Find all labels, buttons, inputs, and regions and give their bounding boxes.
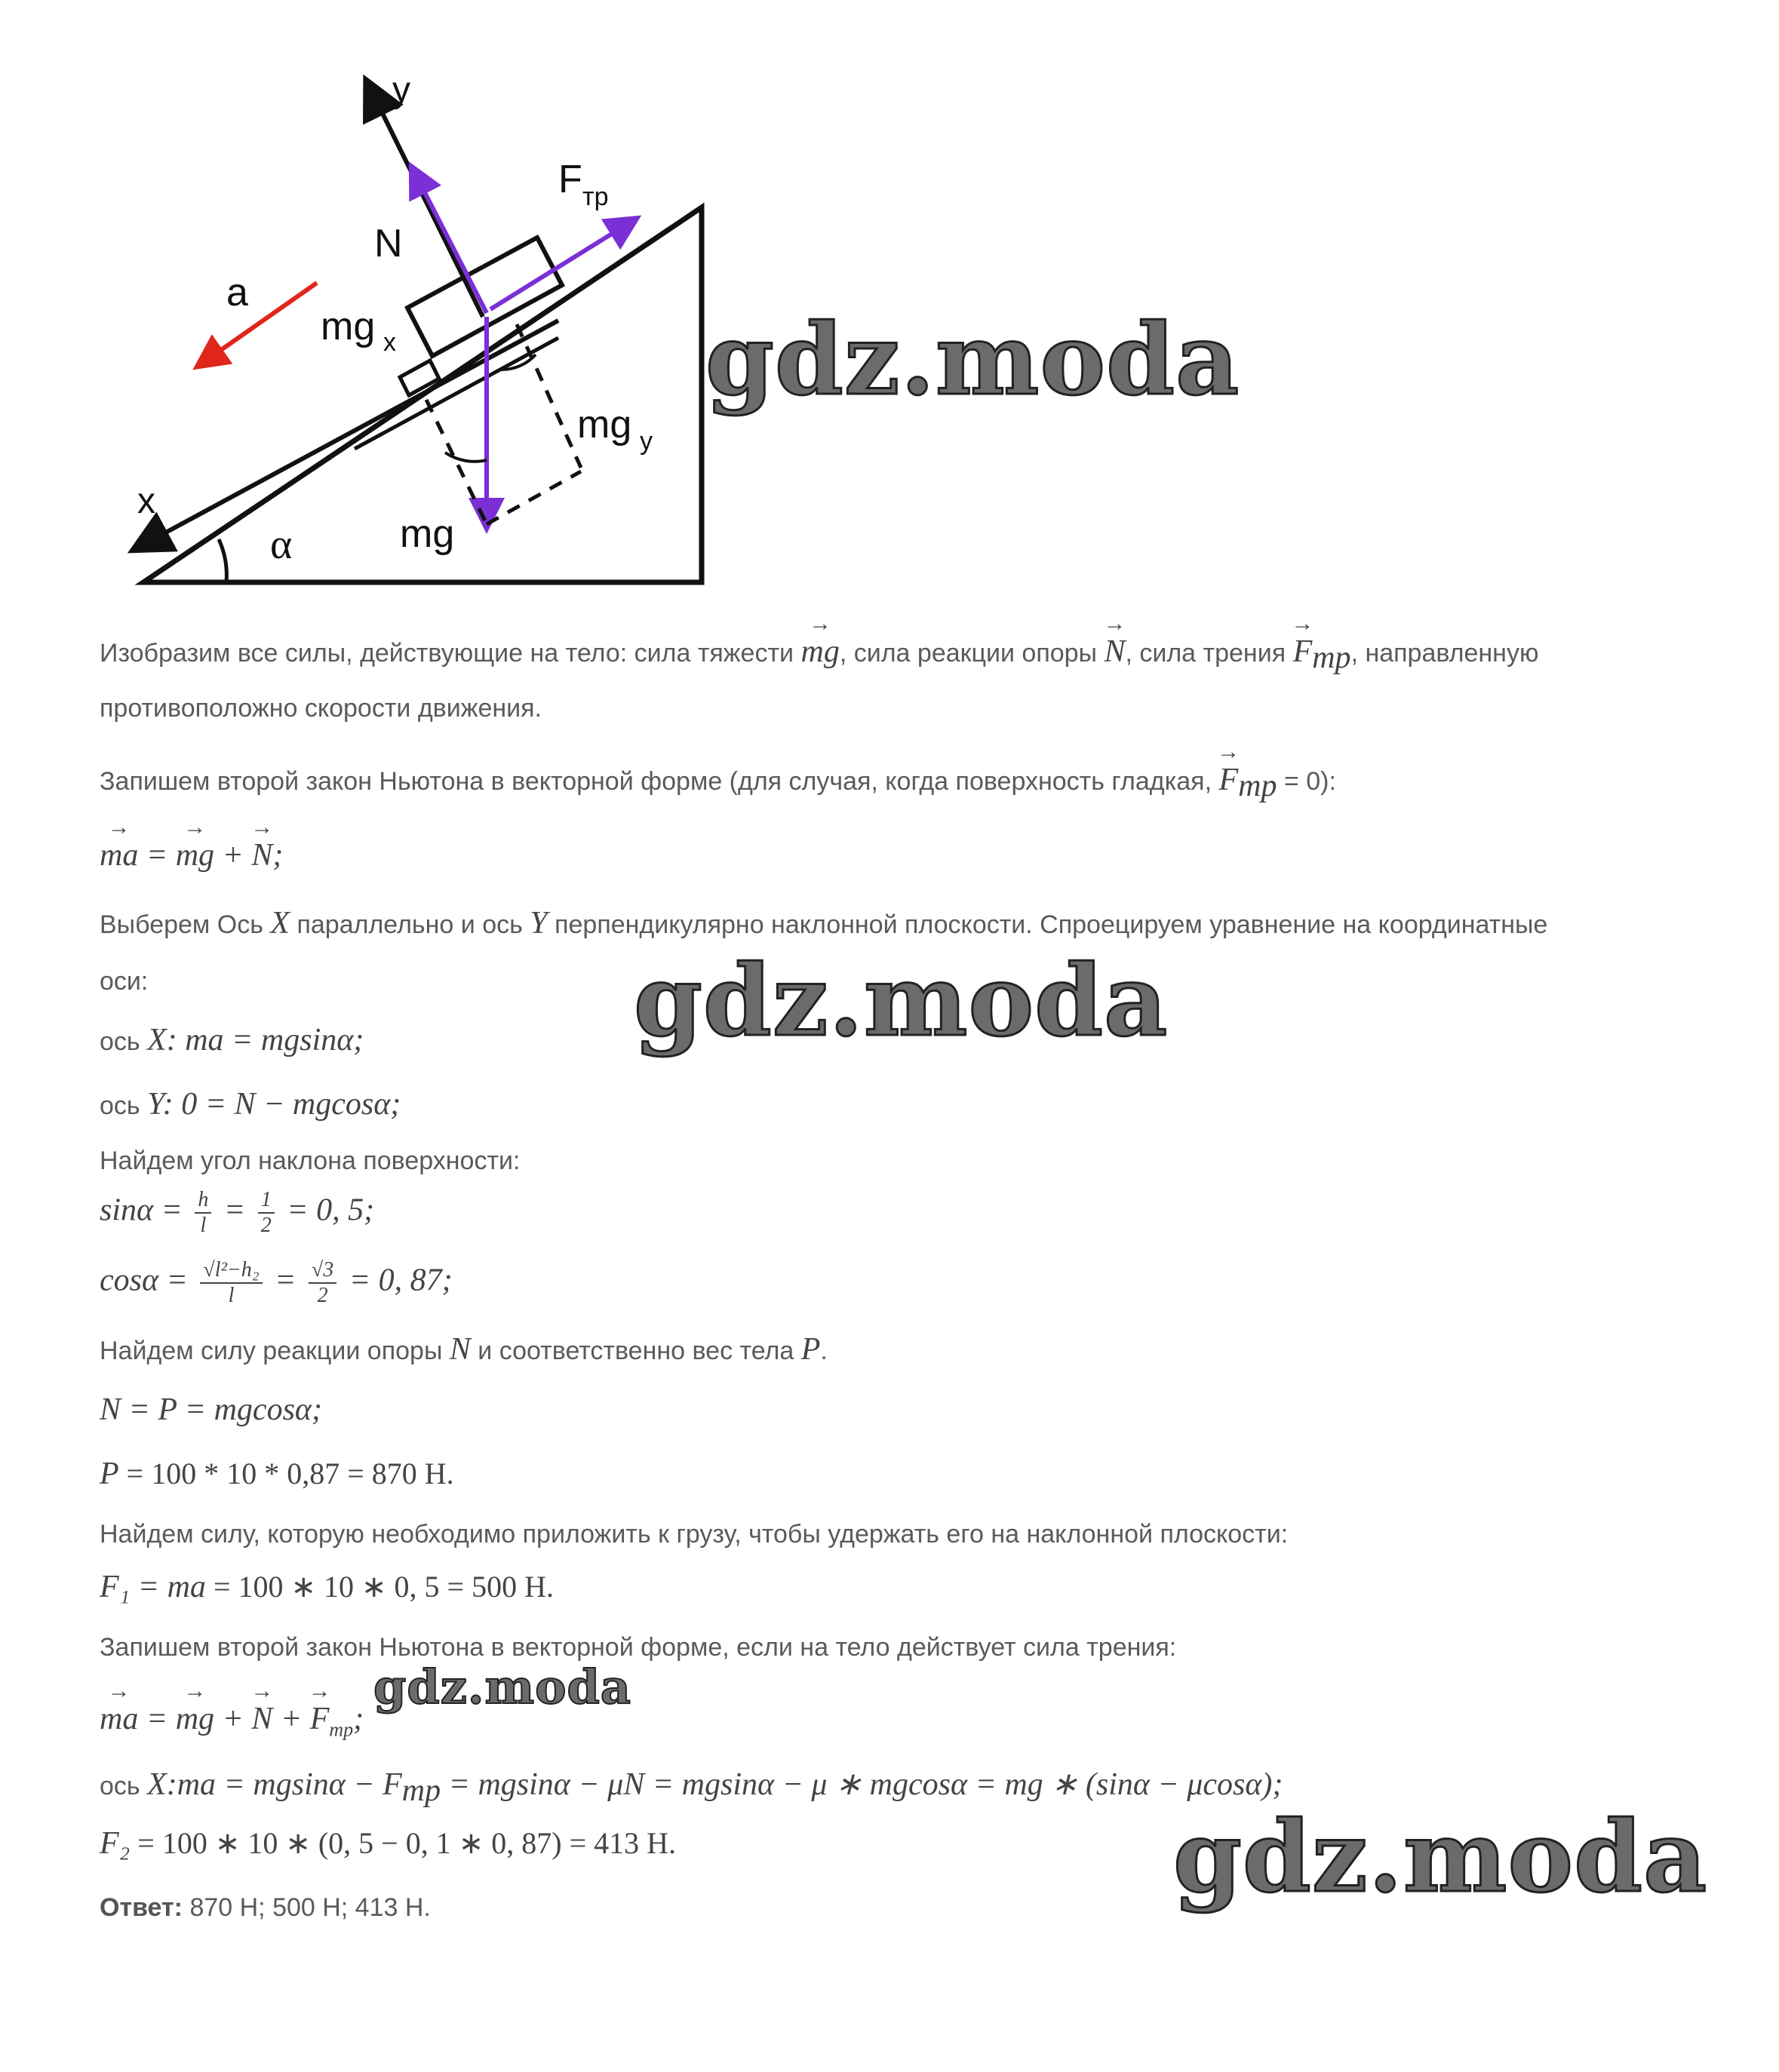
label-alpha: α: [270, 521, 293, 568]
text-line-12: Найдем силу реакции опоры N и соответственно вес тела P.: [100, 1332, 828, 1367]
text-line-15: Найдем силу, которую необходимо приложить к грузу, чтобы удержать его на наклонной плоскости:: [100, 1520, 1289, 1549]
text-line-9: Найдем угол наклона поверхности:: [100, 1147, 521, 1175]
y-axis: [371, 91, 483, 317]
equation-f1: F₁ = ma = 100 ∗ 10 ∗ 0, 5 = 500 Н.: [100, 1570, 554, 1604]
inclined-plane-figure: [91, 45, 770, 619]
label-mgy: mg: [577, 403, 632, 447]
label-a: a: [226, 271, 248, 315]
svg-text:y: y: [640, 427, 653, 456]
equation-newton-2: → ma = → mg + → N + → $F_{тр}$;: [100, 1701, 364, 1741]
svg-text:x: x: [383, 328, 396, 357]
label-ftr: F: [558, 158, 582, 201]
acceleration-arrow: [204, 283, 317, 362]
label-y: y: [392, 70, 410, 110]
text-line-5: Выберем Ось X параллельно и ось Y перпендикулярно наклонной плоскости. Спроецируем уравнение на координатные: [100, 906, 1548, 941]
svg-text:тр: тр: [582, 183, 609, 211]
label-mgx: mg: [321, 305, 376, 348]
equation-p-value: P = 100 * 10 * 0,87 = 870 Н.: [100, 1457, 454, 1491]
equation-x-projection: ось X:ma = $mgsin\alpha - F_{тр} = mgsin\alpha - \mu N = mgsin\alpha - \mu$ ∗ mgcosα = mg ∗ (sinα − μcosα);: [100, 1767, 1283, 1808]
text-line-8: ось Y: 0 = N − mgcosα;: [100, 1087, 401, 1122]
answer-line: Ответ: 870 Н; 500 Н; 413 Н.: [100, 1893, 431, 1922]
n-force-arrow: [415, 173, 487, 313]
watermark-2: gdz.moda: [634, 943, 1169, 1058]
friction-force-arrow: [490, 223, 630, 309]
equation-cos: cosα = $\frac{\text{√l²−h₂}}{l}$ = $\frac{√3}{2}$ = 0, 87;: [100, 1258, 453, 1307]
text-line-2: противоположно скорости движения.: [100, 694, 542, 723]
force-diagram: [91, 45, 770, 619]
text-line-17: Запишем второй закон Ньютона в векторной форме, если на тело действует сила трения:: [100, 1633, 1177, 1662]
x-axis: [143, 321, 558, 545]
watermark-3: gdz.moda: [373, 1659, 631, 1714]
equation-weight: N = P = mgcosα;: [100, 1392, 322, 1427]
text-line-7: ось X: ma = mgsinα;: [100, 1023, 364, 1057]
label-n: N: [374, 222, 403, 266]
watermark-1: gdz.moda: [705, 302, 1240, 417]
text-line-1: Изобразим все силы, действующие на тело: сила тяжести → mg, сила реакции опоры → N, сила трения → $F_{тр}$, направленную: [100, 634, 1538, 676]
equation-f2: F₂ = 100 ∗ 10 ∗ (0, 5 − 0, 1 ∗ 0, 87) = 413 Н.: [100, 1826, 677, 1861]
text-line-6: оси:: [100, 967, 149, 996]
equation-sin: sinα = $\frac{h}{l}$ = $\frac{1}{2}$ = 0, 5;: [100, 1188, 375, 1237]
equation-newton-1: → ma = → mg + → N;: [100, 837, 283, 873]
text-line-3: Запишем второй закон Ньютона в векторной форме (для случая, когда поверхность гладкая, → $F_{тр} = 0$):: [100, 762, 1336, 804]
label-mg: mg: [400, 512, 455, 556]
label-x: x: [137, 481, 155, 521]
watermark-4: gdz.moda: [1173, 1799, 1708, 1914]
